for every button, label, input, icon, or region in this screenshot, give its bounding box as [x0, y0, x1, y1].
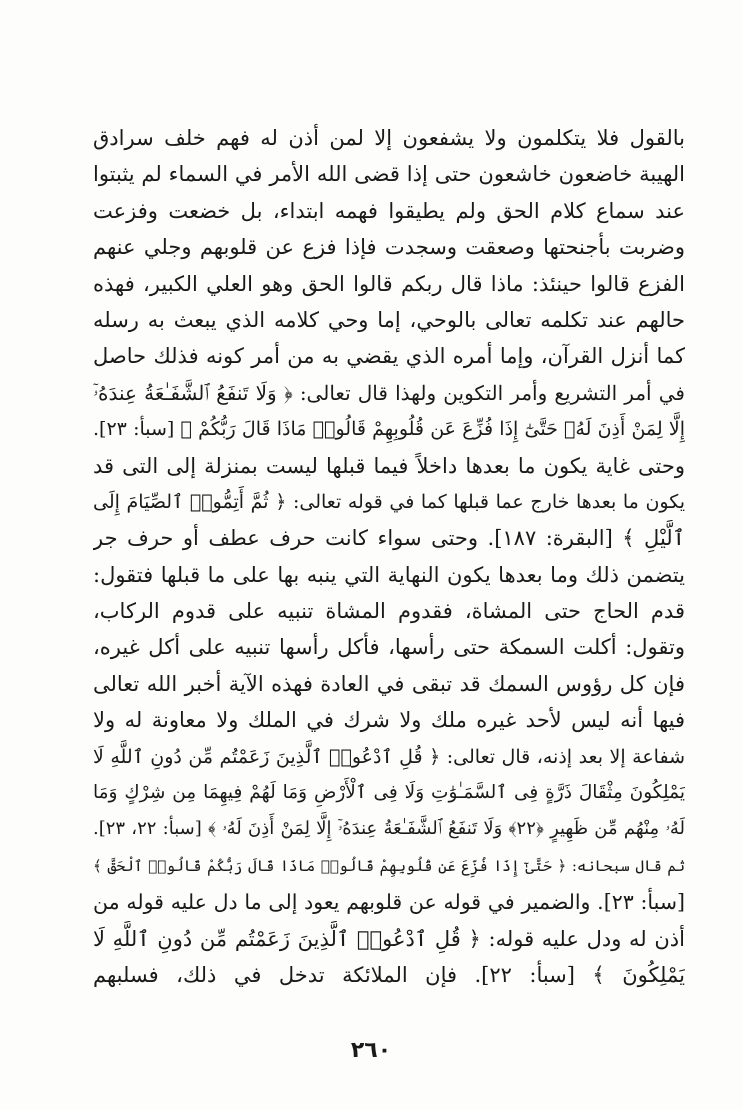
text-line-2: الهيبة خاضعون خاشعون حتى إذا قضى الله الأمر في السماء لم يثبتوا: [93, 162, 685, 187]
text-line-3: عند سماع كلام الحق ولم يطيقوا فهمه ابتداء، بل خضعت وفزعت: [93, 198, 685, 223]
text-line-10: وحتى غاية يكون ما بعدها داخلاً فيما قبلها ليست بمنزلة إلى التى قد: [93, 453, 685, 478]
text-line-21: ثم قال سبحانه: ﴿ حَتَّىٰٓ إِذَا فُزِّعَ عَن قُلُوبِهِمْ قَالُوا۟ مَاذَا قَالَ رَبُّكُمْ قَالُوا۟ ٱلْحَقَّ ﴾: [93, 856, 685, 875]
text-line-22: [سبأ: ٢٣]. والضمير في قوله عن قلوبهم يعود إلى ما دل عليه قوله من: [93, 890, 685, 915]
text-line-4: وضربت بأجنحتها وصعقت وسجدت فإذا فزع عن قلوبهم وجلي عنهم: [93, 235, 685, 260]
text-line-23: أذن له ودل عليه قوله: ﴿ قُلِ ٱدْعُوا۟ ٱلَّذِينَ زَعَمْتُم مِّن دُونِ ٱللَّهِ لَا: [93, 926, 685, 951]
text-line-24: يَمْلِكُونَ ﴾ [سبأ: ٢٢]. فإن الملائكة تدخل في ذلك، فسلبهم: [93, 962, 685, 987]
text-line-11: يكون ما بعدها خارج عما قبلها كما في قوله تعالى: ﴿ ثُمَّ أَتِمُّوا۟ ٱلصِّيَامَ إِلَى: [93, 490, 685, 513]
text-line-5: الفزع قالوا حينئذ: ماذا قال ربكم قالوا الحق وهو العلي الكبير، فهذه: [93, 271, 685, 296]
text-line-1: بالقول فلا يتكلمون ولا يشفعون إلا لمن أذن له فهم خلف سرادق: [93, 126, 685, 150]
text-line-6: حالهم عند تكلمه تعالى بالوحي، إما وحي كلامه الذي يبعث به رسله: [93, 307, 685, 332]
body-text: [93, 120, 685, 993]
text-line-20: لَهُۥ مِنْهُم مِّن ظَهِيرٍ ﴿٢٢﴾ وَلَا تَنفَعُ ٱلشَّفَـٰعَةُ عِندَهُۥٓ إِلَّا لِمَنْ أَذِنَ لَهُۥ ﴾ [سبأ: ٢٢، ٢٣].: [93, 818, 685, 840]
text-line-8: في أمر التشريع وأمر التكوين ولهذا قال تعالى: ﴿ وَلَا تَنفَعُ ٱلشَّفَـٰعَةُ عِندَهُۥٓ: [93, 380, 685, 405]
text-line-15: وتقول: أكلت السمكة حتى رأسها، فأكل رأسها تنبيه على أكل غيره،: [93, 635, 685, 660]
text-line-13: يتضمن ذلك وما بعدها يكون النهاية التي ينبه بها على ما قبلها فتقول:: [93, 562, 685, 587]
text-line-19: يَمْلِكُونَ مِثْقَالَ ذَرَّةٍ فِى ٱلسَّمَـٰوَٰتِ وَلَا فِى ٱلْأَرْضِ وَمَا لَهُمْ فِيهِمَا مِن شِرْكٍ وَمَا: [93, 782, 685, 804]
text-line-17: فيها أنه ليس لأحد غيره ملك ولا شرك في الملك ولا معاونة له ولا: [93, 708, 685, 733]
page-number: ٢٦٠: [350, 1038, 392, 1063]
text-line-12: ٱلَّيْلِ ﴾ [البقرة: ١٨٧]. وحتى سواء كانت حرف عطف أو حرف جر: [93, 526, 685, 551]
text-line-16: فإن كل رؤوس السمك قد تبقى في العادة فهذه الآية أخبر الله تعالى: [93, 671, 685, 696]
text-line-18: شفاعة إلا بعد إذنه، قال تعالى: ﴿ قُلِ ٱدْعُوا۟ ٱلَّذِينَ زَعَمْتُم مِّن دُونِ ٱللَّهِ لَا: [93, 745, 685, 768]
text-line-9: إِلَّا لِمَنْ أَذِنَ لَهُۥ حَتَّىٰٓ إِذَا فُزِّعَ عَن قُلُوبِهِمْ قَالُوا۟ مَاذَا قَالَ رَبُّكُمْ ﴾ [سبأ: ٢٣].: [93, 418, 685, 441]
text-line-14: قدم الحاج حتى المشاة، فقدوم المشاة تنبيه على قدوم الركاب،: [93, 599, 685, 624]
text-line-7: كما أنزل القرآن، وإما أمره الذي يقضي به من أمر كونه فذلك حاصل: [93, 344, 685, 369]
